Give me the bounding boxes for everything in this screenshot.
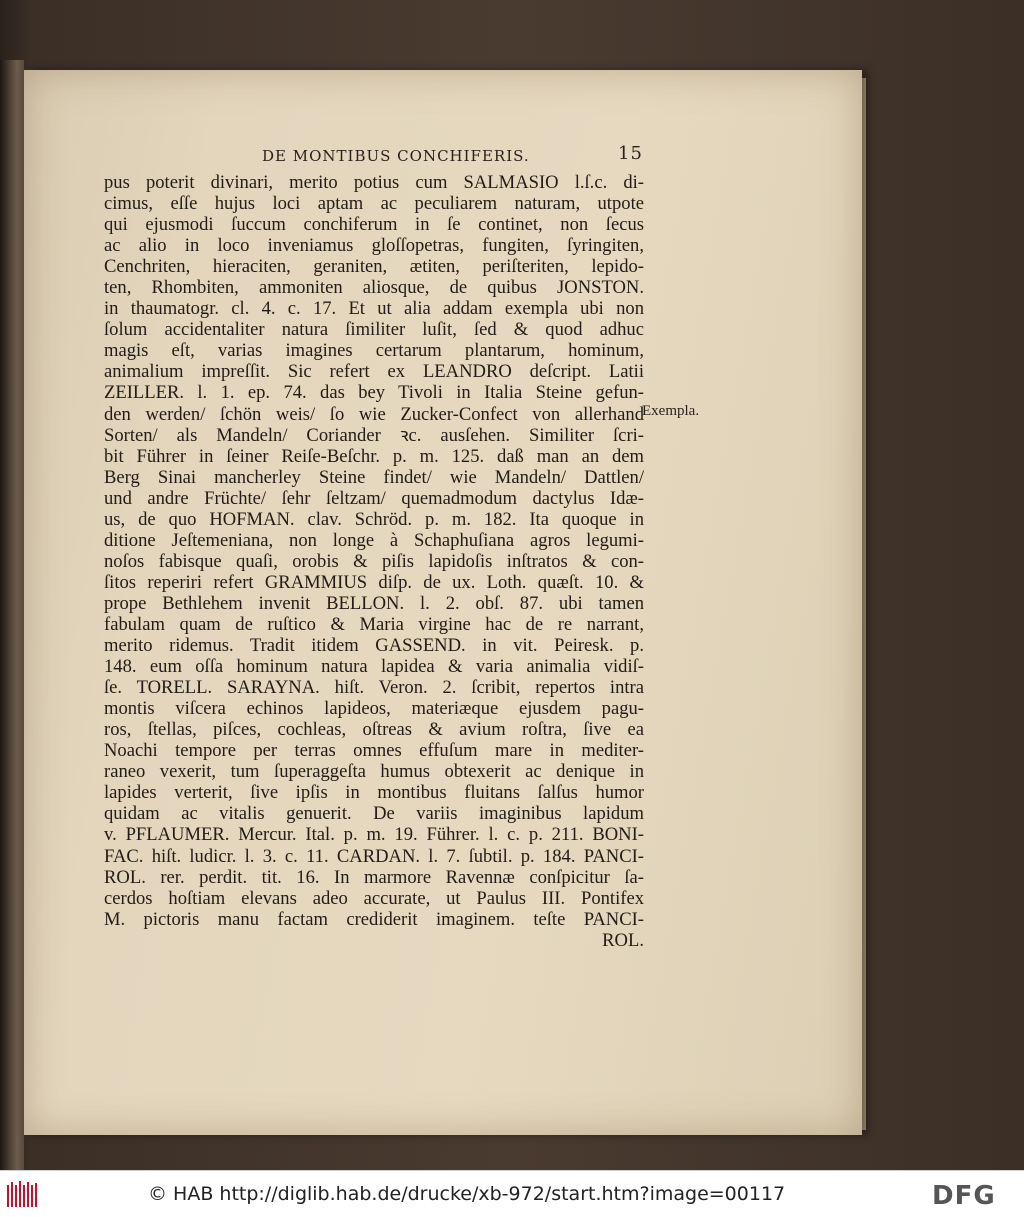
- text-line: 148. eum oſſa hominum natura lapidea & varia animalia vidiſ-: [104, 656, 644, 678]
- page-body-text: [104, 172, 644, 951]
- text-line: lapides verterit, ſive ipſis in montibus fluitans ſalſus humor: [104, 782, 644, 804]
- margin-note: Exempla.: [642, 403, 700, 419]
- text-line: ROL.: [602, 929, 644, 951]
- text-line: cimus, eſſe hujus loci aptam ac peculiarem naturam, utpote: [104, 193, 644, 215]
- text-line: noſos fabisque quaſi, orobis & piſis lapidoſis inſtratos & con-: [104, 550, 644, 572]
- text-line: in thaumatogr. cl. 4. c. 17. Et ut alia addam exempla ubi non: [104, 298, 644, 320]
- footer-bar: [0, 1170, 1024, 1217]
- text-line: qui ejusmodi ſuccum conchiferum in ſe continet, non ſecus: [104, 214, 644, 236]
- text-line: v. PFLAUMER. Mercur. Ital. p. m. 19. Führer. l. c. p. 211. BONI-: [104, 824, 644, 846]
- text-line: ſolum accidentaliter natura ſimiliter luſit, ſed & quod adhuc: [104, 319, 644, 341]
- text-line: Sorten/ als Mandeln/ Coriander ꝛc. ausſehen. Similiter ſcri-: [104, 424, 644, 446]
- text-line: merito ridemus. Tradit itidem GASSEND. in vit. Peiresk. p.: [104, 635, 644, 657]
- text-line: ac alio in loco inveniamus gloſſopetras, fungiten, ſyringiten,: [104, 235, 644, 257]
- hab-logo-icon: [6, 1179, 40, 1209]
- text-line: und andre Früchte/ ſehr ſeltzam/ quemadmodum dactylus Idæ-: [104, 487, 644, 509]
- text-line: Noachi tempore per terras omnes effuſum mare in mediter-: [104, 740, 644, 762]
- text-line: ros, ſtellas, piſces, cochleas, oſtreas & avium roſtra, ſive ea: [104, 719, 644, 741]
- text-line: ditione Jeſtemeniana, non longe à Schaphuſiana agros legumi-: [104, 529, 644, 551]
- text-line: Berg Sinai mancherley Steine findet/ wie Mandeln/ Dattlen/: [104, 466, 644, 488]
- text-line: ſe. TORELL. SARAYNA. hiſt. Veron. 2. ſcribit, repertos intra: [104, 677, 644, 699]
- copyright-url[interactable]: © HAB http://diglib.hab.de/drucke/xb-972/start.htm?image=00117: [148, 1183, 786, 1205]
- text-line: us, de quo HOFMAN. clav. Schröd. p. m. 182. Ita quoque in: [104, 508, 644, 530]
- text-line: cerdos hoſtiam elevans adeo accurate, ut Paulus III. Pontifex: [104, 887, 644, 909]
- text-line: ZEILLER. l. 1. ep. 74. das bey Tivoli in Italia Steine gefun-: [104, 382, 644, 404]
- text-line: montis viſcera echinos lapideos, materiæque ejusdem pagu-: [104, 698, 644, 720]
- text-line: Cenchriten, hieraciten, geraniten, ætiten, periſteriten, lepido-: [104, 256, 644, 278]
- text-line: M. pictoris manu factam crediderit imaginem. teſte PANCI-: [104, 908, 644, 930]
- text-line: ten, Rhombiten, ammoniten aliosque, de quibus JONSTON.: [104, 277, 644, 299]
- dfg-logo: DFG: [932, 1181, 996, 1211]
- text-line: quidam ac vitalis genuerit. De variis imaginibus lapidum: [104, 803, 644, 825]
- text-line: pus poterit divinari, merito potius cum SALMASIO l.ſ.c. di-: [104, 172, 644, 193]
- text-line: ROL. rer. perdit. tit. 16. In marmore Ravennæ conſpicitur ſa-: [104, 866, 644, 888]
- text-line: fabulam quam de ruſtico & Maria virgine hac de re narrant,: [104, 613, 644, 635]
- text-line: magis eſt, varias imagines certarum plantarum, hominum,: [104, 340, 644, 362]
- page-number: 15: [618, 143, 643, 164]
- running-head: DE MONTIBUS CONCHIFERIS.: [262, 147, 530, 165]
- text-line: bit Führer in ſeiner Reiſe-Beſchr. p. m. 125. daß man an dem: [104, 445, 644, 467]
- book-binding-edge: [0, 60, 24, 1170]
- text-line: FAC. hiſt. ludicr. l. 3. c. 11. CARDAN. l. 7. ſubtil. p. 184. PANCI-: [104, 845, 644, 867]
- text-line: raneo vexerit, tum ſuperaggeſta humus obtexerit ac denique in: [104, 761, 644, 783]
- text-line: ſitos reperiri refert GRAMMIUS diſp. de ux. Loth. quæſt. 10. &: [104, 571, 644, 593]
- text-line: prope Bethlehem invenit BELLON. l. 2. obſ. 87. ubi tamen: [104, 592, 644, 614]
- text-line: den werden/ ſchön weis/ ſo wie Zucker-Confect von allerhand: [104, 403, 644, 425]
- text-line: animalium impreſſit. Sic refert ex LEANDRO deſcript. Latii: [104, 361, 644, 383]
